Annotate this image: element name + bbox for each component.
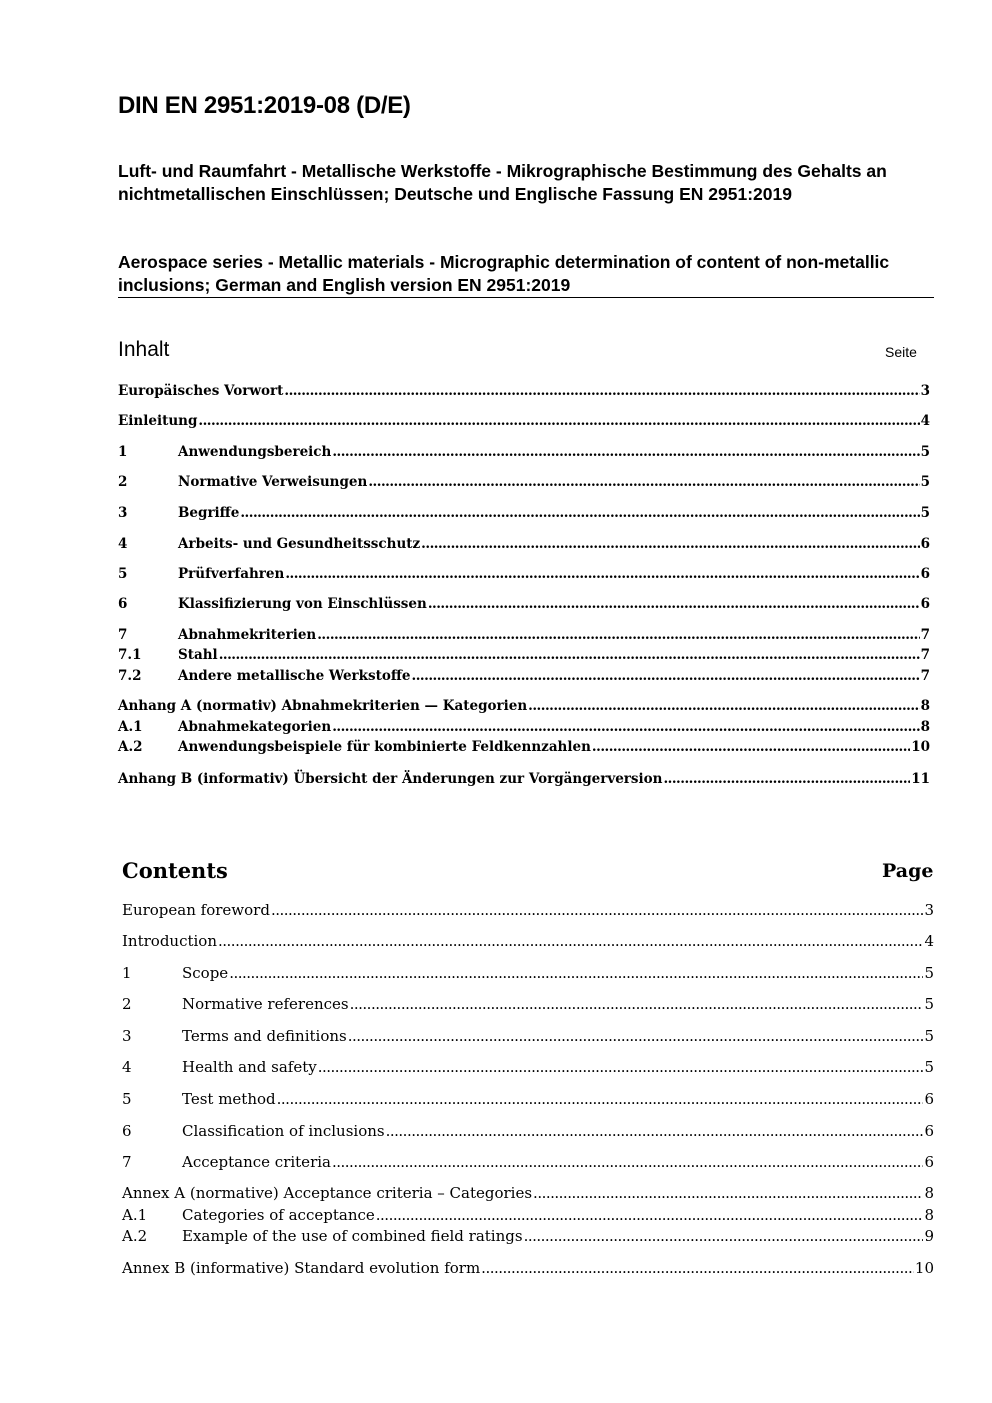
- toc-dot-leader: [481, 1259, 914, 1277]
- toc-dot-leader: [198, 412, 919, 430]
- toc-entry-page: 4: [920, 413, 930, 429]
- title-english: Aerospace series - Metallic materials - Micrographic determination of content of non-metallic inclusions; German and English version EN 2951:2019: [118, 252, 890, 295]
- toc-entry[interactable]: [118, 565, 930, 583]
- toc-entry-number: 5: [122, 1090, 132, 1108]
- toc-entry-label: Begriffe: [178, 505, 240, 521]
- toc-entry[interactable]: [122, 1058, 934, 1076]
- toc-entry-number: 5: [118, 566, 128, 582]
- toc-entry-page: 6: [924, 1090, 934, 1108]
- toc-entry[interactable]: [122, 1259, 934, 1277]
- toc-entry-page: 5: [924, 1027, 934, 1045]
- toc-dot-leader: [663, 770, 910, 788]
- toc-dot-leader: [332, 443, 919, 461]
- toc-entry-number: 4: [122, 1058, 132, 1076]
- toc-entry-label: Normative references: [182, 995, 349, 1013]
- toc-entry-label: Andere metallische Werkstoffe: [178, 668, 411, 684]
- toc-entry[interactable]: [118, 697, 930, 715]
- toc-entry-page: 6: [920, 566, 930, 582]
- toc-dot-leader: [284, 382, 919, 400]
- toc-entry[interactable]: [122, 964, 934, 982]
- toc-dot-leader: [592, 738, 910, 756]
- toc-entry-page: 4: [924, 932, 934, 950]
- toc-dot-leader: [271, 901, 924, 919]
- toc-entry-page: 3: [924, 901, 934, 919]
- toc-dot-leader: [317, 626, 919, 644]
- toc-heading-english: Contents: [122, 858, 228, 883]
- toc-entry-page: 6: [924, 1122, 934, 1140]
- toc-entry[interactable]: [118, 770, 930, 788]
- toc-entry-label: Classification of inclusions: [182, 1122, 385, 1140]
- toc-entry[interactable]: [122, 932, 934, 950]
- toc-entry-number: A.2: [118, 739, 143, 755]
- toc-entry[interactable]: [122, 995, 934, 1013]
- toc-entry-page: 8: [924, 1184, 934, 1202]
- toc-dot-leader: [421, 535, 919, 553]
- toc-entry-label: Anwendungsbeispiele für kombinierte Feldkennzahlen: [178, 739, 591, 755]
- toc-entry-label: Abnahmekategorien: [178, 719, 332, 735]
- toc-dot-leader: [528, 697, 919, 715]
- toc-entry-page: 8: [924, 1206, 934, 1224]
- toc-entry-page: 5: [920, 505, 930, 521]
- toc-dot-leader: [218, 932, 923, 950]
- toc-entry-number: 2: [118, 474, 128, 490]
- toc-page-label-english: Page: [882, 860, 934, 882]
- toc-entry[interactable]: [122, 1227, 934, 1245]
- document-title: DIN EN 2951:2019-08 (D/E): [118, 92, 411, 119]
- toc-entry-number: A.1: [122, 1206, 148, 1224]
- toc-dot-leader: [428, 595, 920, 613]
- toc-dot-leader: [524, 1227, 924, 1245]
- toc-entry[interactable]: [118, 646, 930, 664]
- toc-entry[interactable]: [118, 382, 930, 400]
- toc-entry-number: 7.2: [118, 668, 142, 684]
- toc-dot-leader: [277, 1090, 924, 1108]
- toc-dot-leader: [318, 1058, 924, 1076]
- toc-dot-leader: [332, 718, 919, 736]
- toc-entry-label: Example of the use of combined field ratings: [182, 1227, 523, 1245]
- toc-entry-page: 5: [920, 444, 930, 460]
- toc-entry-page: 8: [920, 698, 930, 714]
- toc-entry-page: 7: [920, 668, 930, 684]
- toc-entry[interactable]: [122, 1090, 934, 1108]
- toc-entry-number: 1: [118, 444, 128, 460]
- toc-entry[interactable]: [118, 535, 930, 553]
- toc-entry-number: 6: [122, 1122, 132, 1140]
- toc-entry-page: 9: [924, 1227, 934, 1245]
- toc-entry[interactable]: [122, 1153, 934, 1171]
- toc-entry-label: Arbeits- und Gesundheitsschutz: [178, 536, 421, 552]
- toc-entry-label: Anwendungsbereich: [178, 444, 332, 460]
- toc-entry[interactable]: [118, 626, 930, 644]
- toc-entry-label: Europäisches Vorwort: [118, 383, 284, 399]
- toc-entry-page: 3: [920, 383, 930, 399]
- toc-entry-page: 10: [914, 1259, 934, 1277]
- toc-entry-page: 5: [924, 964, 934, 982]
- toc-entry-label: Klassifizierung von Einschlüssen: [178, 596, 427, 612]
- toc-entry-page: 7: [920, 627, 930, 643]
- toc-dot-leader: [229, 964, 923, 982]
- toc-page-label-german: Seite: [885, 344, 917, 360]
- toc-entry-label: Categories of acceptance: [182, 1206, 375, 1224]
- toc-entry-number: 7: [118, 627, 128, 643]
- toc-dot-leader: [412, 667, 920, 685]
- toc-entry-label: Terms and definitions: [182, 1027, 347, 1045]
- toc-entry-page: 5: [920, 474, 930, 490]
- toc-entry-page: 11: [911, 771, 930, 787]
- toc-entry-label: Prüfverfahren: [178, 566, 285, 582]
- toc-dot-leader: [376, 1206, 924, 1224]
- toc-dot-leader: [350, 995, 924, 1013]
- title-divider: [118, 297, 934, 298]
- toc-entry-number: A.1: [118, 719, 143, 735]
- title-german: Luft- und Raumfahrt - Metallische Werkstoffe - Mikrographische Bestimmung des Gehalts an nichtmetallischen Einschlüssen; Deutsche und Englische Fassung EN 2951:2019: [118, 161, 887, 204]
- toc-entry-number: 7.1: [118, 647, 142, 663]
- toc-entry[interactable]: [118, 667, 930, 685]
- toc-dot-leader: [533, 1184, 923, 1202]
- toc-heading-german: Inhalt: [118, 338, 170, 361]
- toc-entry-number: 3: [122, 1027, 132, 1045]
- toc-dot-leader: [332, 1153, 923, 1171]
- toc-entry[interactable]: [118, 443, 930, 461]
- toc-entry[interactable]: [118, 595, 930, 613]
- toc-entry-number: 3: [118, 505, 128, 521]
- toc-entry-label: Anhang A (normativ) Abnahmekriterien — Kategorien: [118, 698, 528, 714]
- toc-entry-page: 7: [920, 647, 930, 663]
- toc-entry-label: Einleitung: [118, 413, 198, 429]
- toc-entry-page: 5: [924, 995, 934, 1013]
- toc-entry-number: A.2: [122, 1227, 148, 1245]
- toc-entry-number: 6: [118, 596, 128, 612]
- toc-entry-number: 4: [118, 536, 128, 552]
- toc-entry-label: Anhang B (informativ) Übersicht der Änderungen zur Vorgängerversion: [118, 771, 663, 787]
- toc-dot-leader: [285, 565, 919, 583]
- toc-entry[interactable]: [122, 1027, 934, 1045]
- toc-entry[interactable]: [118, 718, 930, 736]
- toc-entry-page: 6: [920, 596, 930, 612]
- toc-entry-page: 10: [911, 739, 930, 755]
- toc-entry[interactable]: [118, 412, 930, 430]
- toc-entry-label: Annex B (informative) Standard evolution form: [122, 1259, 481, 1277]
- toc-entry-label: Health and safety: [182, 1058, 317, 1076]
- toc-entry-label: Abnahmekriterien: [178, 627, 317, 643]
- toc-entry[interactable]: [122, 1206, 934, 1224]
- toc-entry-label: Stahl: [178, 647, 218, 663]
- toc-entry-label: Test method: [182, 1090, 276, 1108]
- toc-entry[interactable]: [118, 738, 930, 756]
- toc-dot-leader: [348, 1027, 924, 1045]
- toc-entry-page: 6: [920, 536, 930, 552]
- toc-entry-label: Annex A (normative) Acceptance criteria – Categories: [122, 1184, 533, 1202]
- toc-entry-page: 6: [924, 1153, 934, 1171]
- toc-entry-number: 2: [122, 995, 132, 1013]
- toc-entry-label: Acceptance criteria: [182, 1153, 331, 1171]
- toc-dot-leader: [219, 646, 920, 664]
- toc-entry-number: 7: [122, 1153, 132, 1171]
- toc-entry-label: Introduction: [122, 932, 217, 950]
- toc-entry[interactable]: [122, 901, 934, 919]
- toc-entry-label: Scope: [182, 964, 229, 982]
- toc-entry[interactable]: [118, 473, 930, 491]
- toc-dot-leader: [386, 1122, 924, 1140]
- toc-entry-label: European foreword: [122, 901, 270, 919]
- toc-entry[interactable]: [118, 504, 930, 522]
- toc-entry-number: 1: [122, 964, 132, 982]
- toc-dot-leader: [240, 504, 919, 522]
- toc-entry-page: 8: [920, 719, 930, 735]
- toc-entry-label: Normative Verweisungen: [178, 474, 368, 490]
- toc-entry-page: 5: [924, 1058, 934, 1076]
- toc-entry[interactable]: [122, 1184, 934, 1202]
- toc-entry[interactable]: [122, 1122, 934, 1140]
- toc-dot-leader: [368, 473, 919, 491]
